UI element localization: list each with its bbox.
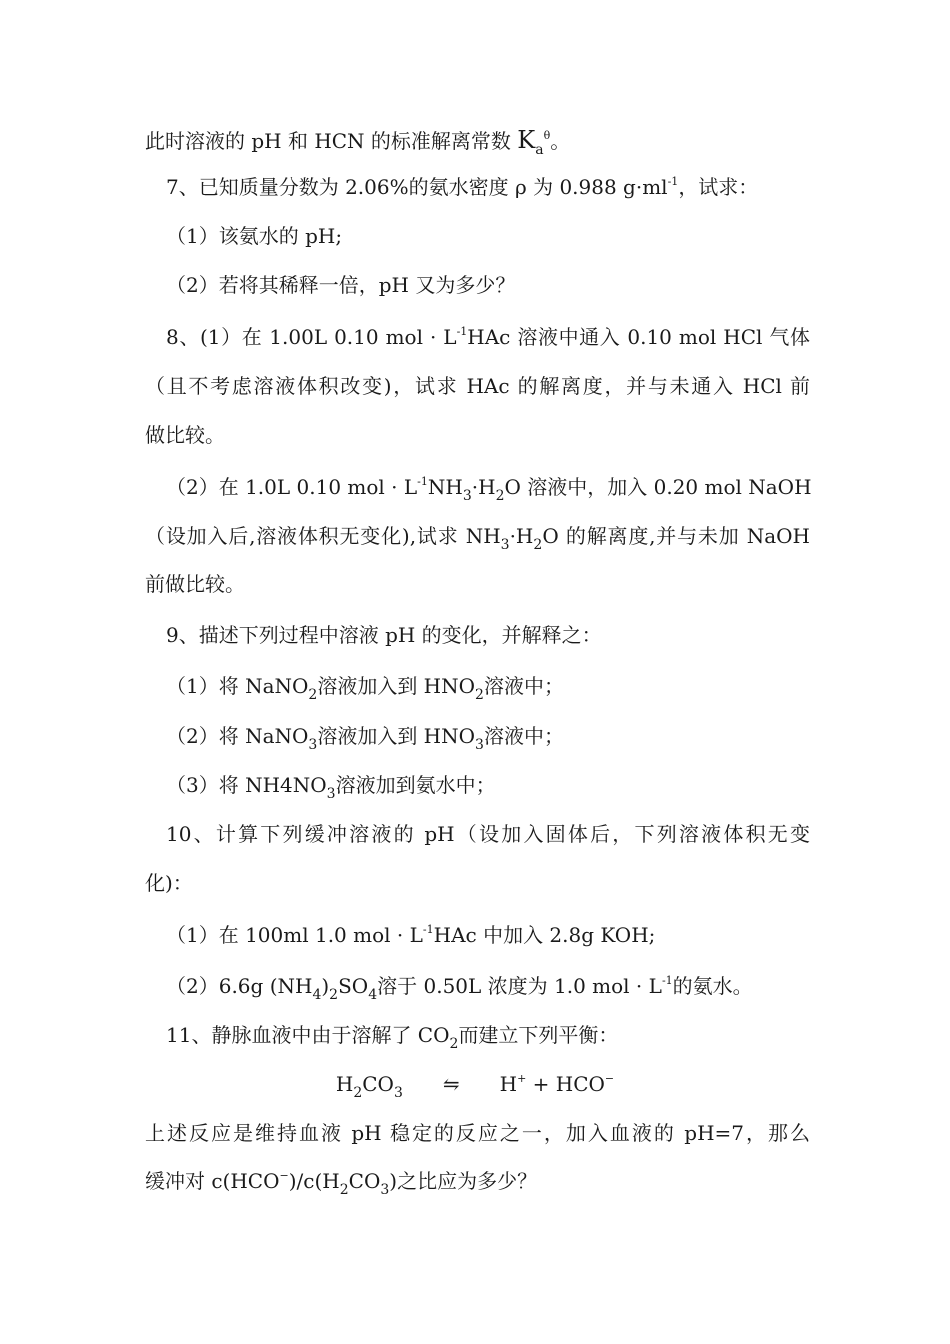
question-10: [166, 818, 810, 850]
subscript: 3: [462, 488, 472, 504]
text-run: 9、描述下列过程中溶液 pH 的变化，并解释之：: [166, 623, 602, 647]
text-run: （2）将 NaNO: [166, 724, 309, 748]
superscript: -1: [417, 475, 428, 488]
question-7: [166, 171, 810, 207]
question-11-line-2: [145, 1117, 810, 1149]
text-run: ): [321, 974, 330, 998]
subscript: a: [535, 142, 544, 158]
question-9-part-2: [166, 720, 810, 755]
text-run: 此时溶液的 pH 和 HCN 的标准解离常数: [145, 129, 518, 153]
superscript: -1: [667, 175, 679, 188]
question-11: [166, 1019, 810, 1054]
text-run: 溶液加入到 HNO: [317, 724, 476, 748]
text-run: 上述反应是维持血液 pH 稳定的反应之一，加入血液的 pH=7，那么: [145, 1121, 810, 1145]
question-8: [166, 321, 810, 357]
question-8-part-2: [166, 471, 810, 507]
superscript: +: [517, 1072, 527, 1085]
question-10-part-1: [166, 919, 810, 955]
text-run: 做比较。: [145, 423, 225, 447]
text-run: NH: [427, 475, 463, 499]
text-run: （2）在 1.0L 0.10 mol · L: [166, 475, 418, 499]
text-run: （1）该氨水的 pH;: [166, 224, 343, 248]
text-run: )之比应为多少？: [389, 1169, 538, 1193]
superscript: -1: [422, 923, 434, 936]
question-9-part-3: [166, 769, 810, 804]
text-run: （且不考虑溶液体积改变)，试求 HAc 的解离度，并与未通入 HCl 前: [145, 374, 810, 398]
ka-symbol: K: [517, 126, 536, 154]
text-run: 11、静脉血液中由于溶解了 CO: [166, 1023, 450, 1047]
subscript: 2: [495, 488, 505, 504]
text-run: （3）将 NH4NO: [166, 773, 327, 797]
subscript: 3: [393, 1085, 403, 1101]
question-7-part-1: [166, 220, 810, 252]
text-run: 化)：: [145, 871, 193, 895]
text-run: )/c(H: [288, 1169, 340, 1193]
text-run: + HCO: [526, 1072, 605, 1096]
text-run: HAc 中加入 2.8g KOH;: [433, 923, 656, 947]
text-run: CO: [348, 1169, 381, 1193]
text-run: H: [335, 1072, 354, 1096]
text-run: 。: [550, 129, 571, 153]
text-run: 溶液加入到 HNO: [317, 674, 476, 698]
question-10-line-2: [145, 867, 810, 899]
question-9: [166, 619, 810, 651]
subscript: 3: [308, 737, 318, 753]
subscript: 3: [475, 737, 484, 753]
text-run: 而建立下列平衡：: [458, 1023, 619, 1047]
question-9-part-1: [166, 670, 810, 705]
subscript: 3: [500, 537, 510, 553]
subscript: 2: [329, 987, 339, 1003]
text-run: HAc 溶液中通入 0.10 mol HCl 气体: [467, 325, 810, 349]
text-run: ，试求：: [678, 175, 759, 199]
text-run: （2）若将其稀释一倍，pH 又为多少？: [166, 273, 516, 297]
text-run: H: [499, 1072, 518, 1096]
text-run: 7、已知质量分数为 2.06%的氨水密度 ρ 为 0.988 g·ml: [166, 175, 668, 199]
text-run: ·H: [471, 475, 496, 499]
subscript: 2: [339, 1182, 349, 1198]
text-run: SO: [338, 974, 369, 998]
question-8-line-3: [145, 419, 810, 451]
question-8-line-2: [145, 370, 810, 402]
subscript: 2: [475, 687, 484, 703]
text-run: 溶液中；: [483, 674, 564, 698]
subscript: 3: [380, 1182, 390, 1198]
text-run: 的氨水。: [672, 974, 753, 998]
text-line-1: [145, 124, 810, 161]
subscript: 2: [353, 1085, 363, 1101]
subscript: 2: [449, 1036, 459, 1052]
superscript: θ: [543, 129, 551, 142]
text-run: ·H: [509, 524, 534, 548]
text-run: 溶于 0.50L 浓度为 1.0 mol · L: [377, 974, 662, 998]
text-run: 前做比较。: [145, 572, 245, 596]
subscript: 2: [308, 687, 318, 703]
subscript: 4: [312, 987, 322, 1003]
equilibrium-arrow: ⇋: [442, 1072, 460, 1096]
subscript: 2: [533, 537, 543, 553]
text-run: O 的解离度,并与未加 NaOH: [542, 524, 810, 548]
subscript: 3: [326, 786, 336, 802]
text-run: （设加入后,溶液体积无变化),试求 NH: [145, 524, 501, 548]
question-8-part-2-line-2: [145, 520, 810, 555]
text-run: O 溶液中，加入 0.20 mol NaOH: [504, 475, 812, 499]
superscript: -1: [456, 325, 468, 338]
text-run: 溶液加到氨水中；: [335, 773, 496, 797]
superscript: -1: [661, 974, 673, 987]
text-run: 10、计算下列缓冲溶液的 pH（设加入固体后，下列溶液体积无变: [166, 822, 810, 846]
superscript: −: [279, 1169, 289, 1182]
text-run: 溶液中；: [483, 724, 564, 748]
question-7-part-2: [166, 269, 810, 301]
text-run: CO: [362, 1072, 394, 1096]
subscript: 4: [368, 987, 378, 1003]
text-run: （2）6.6g (NH: [166, 974, 313, 998]
question-8-part-2-line-3: [145, 568, 810, 600]
superscript: −: [604, 1072, 615, 1085]
text-run: 缓冲对 c(HCO: [145, 1169, 280, 1193]
text-run: （1）将 NaNO: [166, 674, 309, 698]
question-10-part-2: [166, 970, 810, 1006]
text-run: （1）在 100ml 1.0 mol · L: [166, 923, 423, 947]
question-11-line-3: [145, 1165, 810, 1201]
text-run: 8、(1）在 1.00L 0.10 mol · L: [166, 325, 457, 349]
equilibrium-equation: [0, 1068, 950, 1104]
